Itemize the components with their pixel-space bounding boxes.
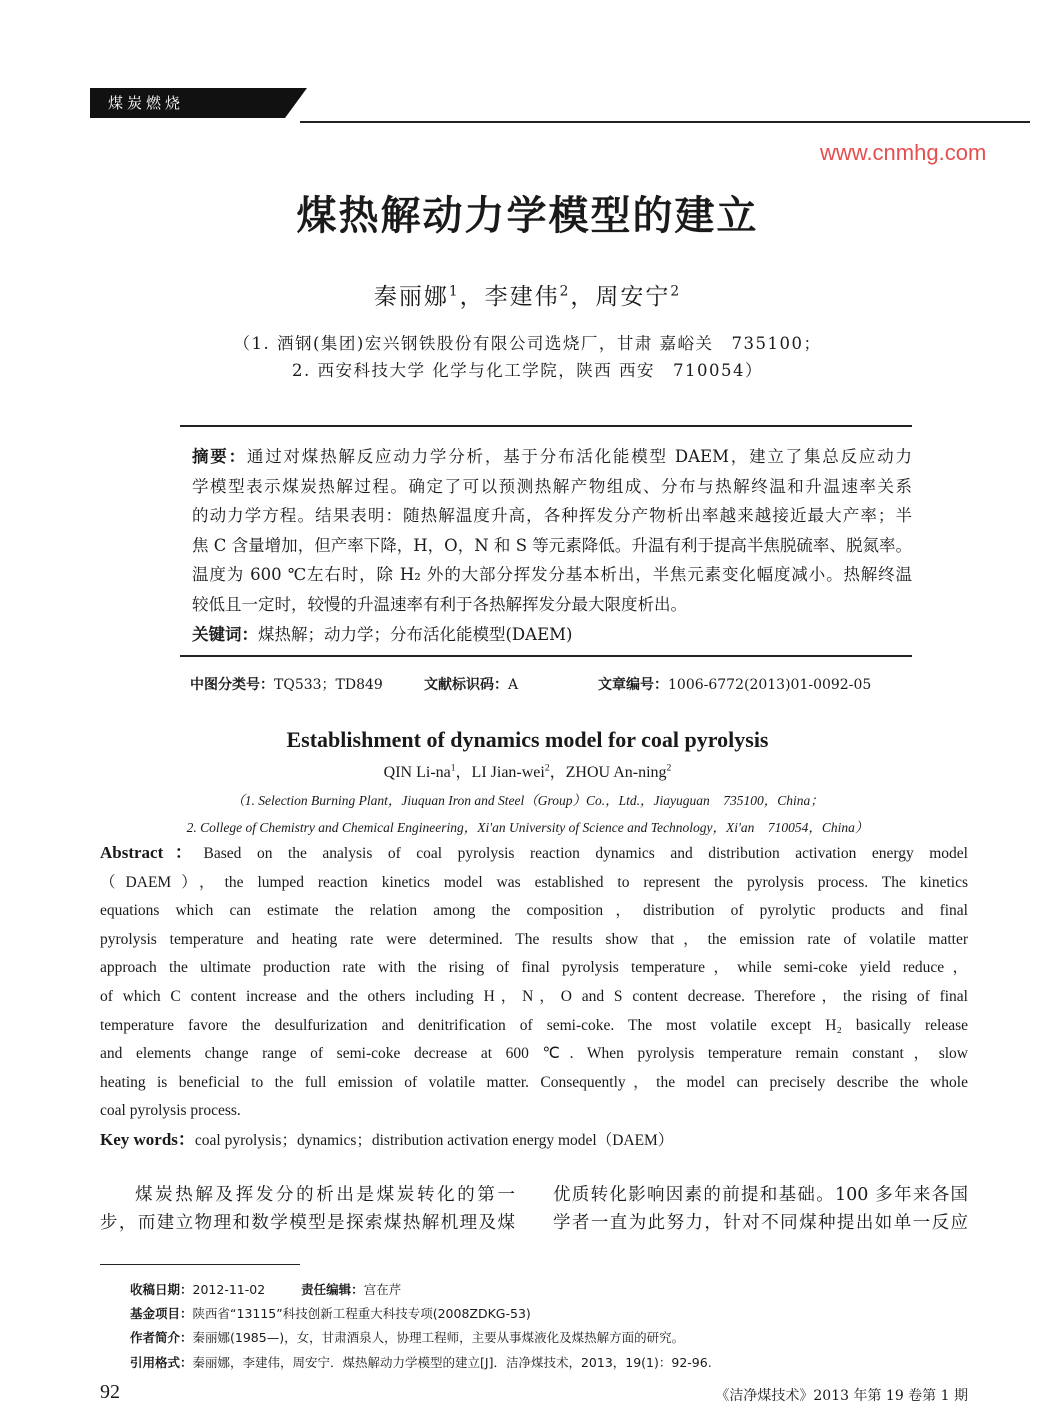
clc-number [190,674,383,694]
footnote-text: 秦丽娜，李建伟，周安宁．煤热解动力学模型的建立[J]．洁净煤技术，2013，19(1)：92-96. [192,1355,712,1370]
affiliation-en: （1. Selection Burning Plant，Jiuquan Iron and Steel（Group）Co.，Ltd.，Jiayuguan 735100，China； [231,793,824,808]
body-column-right [553,1181,968,1237]
authors-cn [0,278,1055,311]
doc-value: A [508,677,519,693]
doc-code [424,674,518,694]
paper-title: 煤热解动力学模型的建立 [296,193,759,239]
abstract-line [192,442,912,472]
footnote-text: 2012-11-02 [192,1282,266,1297]
art-label: 文章编号： [598,677,668,693]
affiliation-cn: （1. 酒钢(集团)宏兴钢铁股份有限公司选烧厂，甘肃 嘉峪关 735100； [233,334,822,353]
footnote-label: 作者简介： [130,1330,193,1345]
author: ，LI Jian-wei [455,764,545,781]
author: 秦丽娜 [373,284,449,310]
footnote-label: 引用格式： [130,1355,193,1370]
keywords-text: coal pyrolysis；dynamics；distribution activation energy model（DAEM） [194,1131,674,1149]
author: QIN Li-na [383,764,451,781]
footnote-citation [130,1353,712,1371]
author-sup: 2 [670,283,682,300]
author: ，周安宁 [570,284,671,310]
section-header-wedge [285,88,307,118]
abstract-text: 通过对煤热解反应动力学分析，基于分布活化能模型 DAEM，建立了集总反应动力 [246,447,912,466]
footnote-label: 责任编辑： [301,1282,364,1297]
body-line: 学者一直为此努力，针对不同煤种提出如单一反应 [553,1213,968,1233]
keywords-label: 关键词： [192,624,258,644]
abstract-text: Based on the analysis of coal pyrolysis reaction dynamics and distribution activation energy model [203,845,968,862]
footnote-label: 基金项目： [130,1306,193,1321]
author-sup: 1 [450,762,456,774]
affiliation-cn: 2. 西安科技大学 化学与化工学院，陕西 西安 710054） [292,361,763,380]
footnote-received [130,1280,401,1298]
english-title: Establishment of dynamics model for coal pyrolysis [286,727,769,752]
abstract-line: of which C content increase and the others including H，N，O and S content decrease. Therefore，the rising of final [100,987,968,1005]
divider [180,425,912,427]
authors-en [0,759,1055,782]
clc-label: 中图分类号： [190,677,274,693]
affiliation-en: 2. College of Chemistry and Chemical Engineering，Xi'an University of Science and Technology，Xi'an 710054，China） [186,820,869,835]
abstract-line [100,839,968,869]
abstract-line: pyrolysis temperature and heating rate were determined. The results show that，the emission rate of volatile matter [100,930,968,948]
body-column-left [100,1181,515,1237]
author-sup: 2 [559,283,571,300]
abstract-line: and elements change range of semi-coke decrease at 600 ℃. When pyrolysis temperature remain constant，slow [100,1045,968,1063]
abstract-line: coal pyrolysis process. [100,1102,241,1120]
article-number [598,674,871,694]
footnote-rule [100,1264,300,1265]
author: ，李建伟 [459,284,560,310]
watermark: www.cnmhg.com [820,140,987,165]
body-line: 煤炭热解及挥发分的析出是煤炭转化的第一 [135,1185,515,1205]
keywords-label: Key words： [100,1129,195,1149]
author-sup: 2 [544,762,550,774]
footnote-label: 收稿日期： [130,1282,193,1297]
header-rule [300,121,1030,123]
author: ，ZHOU An-ning [549,764,667,781]
doc-label: 文献标识码： [424,677,508,693]
clc-value: TQ533；TD849 [274,677,383,693]
footnote-text: 宫在芹 [363,1282,402,1297]
abstract-label: Abstract： [100,843,204,862]
abstract-line: temperature favore the desulfurization and denitrification of semi-coke. The most volatile except H₂ basically release [100,1016,968,1034]
abstract-line: 的动力学方程。结果表明：随热解温度升高，各种挥发分产物析出率越来越接近最大产率；半 [192,506,912,526]
journal-footer: 《洁净煤技术》2013 年第 19 卷第 1 期 [715,1388,968,1404]
keywords-text: 煤热解；动力学；分布活化能模型(DAEM) [258,624,573,644]
abstract-line: （DAEM），the lumped reaction kinetics model was established to represent the pyrolysis process. The kinetics [100,873,968,891]
author-sup: 1 [448,283,460,300]
abstract-line: 温度为 600 ℃左右时，除 H₂ 外的大部分挥发分基本析出，半焦元素变化幅度减小。热解终温 [192,565,912,585]
divider [180,655,912,657]
abstract-line: 学模型表示煤炭热解过程。确定了可以预测热解产物组成、分布与热解终温和升温速率关系 [192,476,912,496]
abstract-line: equations which can estimate the relation among the composition，distribution of pyrolytic products and final [100,902,968,920]
page-number: 92 [100,1381,120,1403]
section-header: 煤炭燃烧 [90,88,285,118]
body-line: 步，而建立物理和数学模型是探索煤热解机理及煤 [100,1213,515,1233]
body-line: 优质转化影响因素的前提和基础。100 多年来各国 [553,1185,968,1205]
art-value: 1006-6772(2013)01-0092-05 [668,677,872,693]
footnote-text: 秦丽娜(1985—)，女，甘肃酒泉人，协理工程师，主要从事煤液化及煤热解方面的研究。 [192,1330,685,1345]
abstract-line: 焦 C 含量增加，但产率下降，H，O，N 和 S 等元素降低。升温有利于提高半焦脱硫率、脱氮率。 [192,535,912,555]
abstract-line: approach the ultimate production rate with the rising of final pyrolysis temperature，while semi-coke yield reduce， [100,959,968,977]
abstract-line: heating is beneficial to the full emission of volatile matter. Consequently，the model can precisely describe the whole [100,1073,968,1091]
footnote-text: 陕西省“13115”科技创新工程重大科技专项(2008ZDKG-53) [192,1306,531,1321]
abstract-cn [192,442,912,649]
keywords-en [100,1126,968,1156]
footnote-funding [130,1304,531,1322]
abstract-en [100,839,968,1156]
keywords-cn [192,620,912,650]
abstract-label: 摘要： [192,447,247,466]
footnote-author-bio [130,1328,684,1346]
author-sup: 2 [666,762,672,774]
abstract-line: 较低且一定时，较慢的升温速率有利于各热解挥发分最大限度析出。 [192,594,687,614]
